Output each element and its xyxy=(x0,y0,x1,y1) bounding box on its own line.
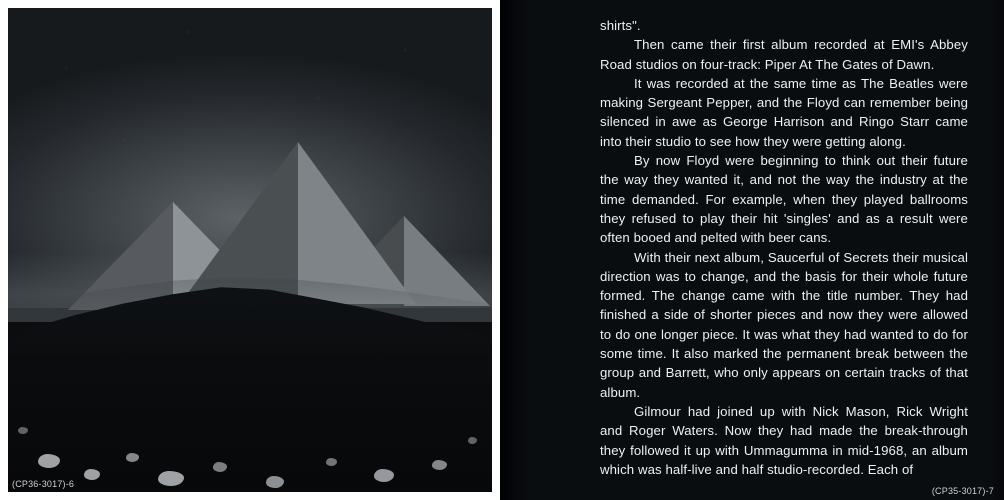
paragraph: shirts". xyxy=(600,18,641,33)
paragraph: Then came their first album recorded at EMI's Abbey Road studios on four-track: Piper At The Gates of Dawn. xyxy=(600,37,968,72)
left-page-caption: (CP36-3017)-6 xyxy=(12,479,75,489)
paragraph: Gilmour had joined up with Nick Mason, Rick Wright and Roger Waters. Now they had made the break-through they followed it up with Ummagumma in mid-1968, an album which was half-live and half studio-recorded. Each of xyxy=(600,403,968,477)
page-gutter-shadow xyxy=(500,0,530,500)
right-page-caption: (CP35-3017)-7 xyxy=(931,486,994,496)
liner-notes-text xyxy=(600,16,968,479)
paragraph: By now Floyd were beginning to think out their future the way they wanted it, and not the way the industry at the time demanded. For example, when they played ballrooms they refused to play their hit 'singles' and as a result were often booed and pelted with beer cans. xyxy=(600,153,968,246)
left-page xyxy=(0,0,500,500)
right-page xyxy=(500,0,1004,500)
page-edge-shadow xyxy=(990,0,1004,500)
paragraph: It was recorded at the same time as The Beatles were making Sergeant Pepper, and the Floyd can remember being silenced in awe as George Harrison and Ringo Starr came into their studio to see how they were getting along. xyxy=(600,75,968,149)
pyramids-photo xyxy=(8,8,492,492)
paragraph: With their next album, Saucerful of Secrets their musical direction was to change, and the basis for their whole future formed. The change came with the title number. They had finished a side of shorter pieces and now they were allowed to do one longer piece. It was what they had wanted to do for some time. It also marked the permanent break between the group and Barrett, who only appears on certain tracks of that album. xyxy=(600,249,968,400)
